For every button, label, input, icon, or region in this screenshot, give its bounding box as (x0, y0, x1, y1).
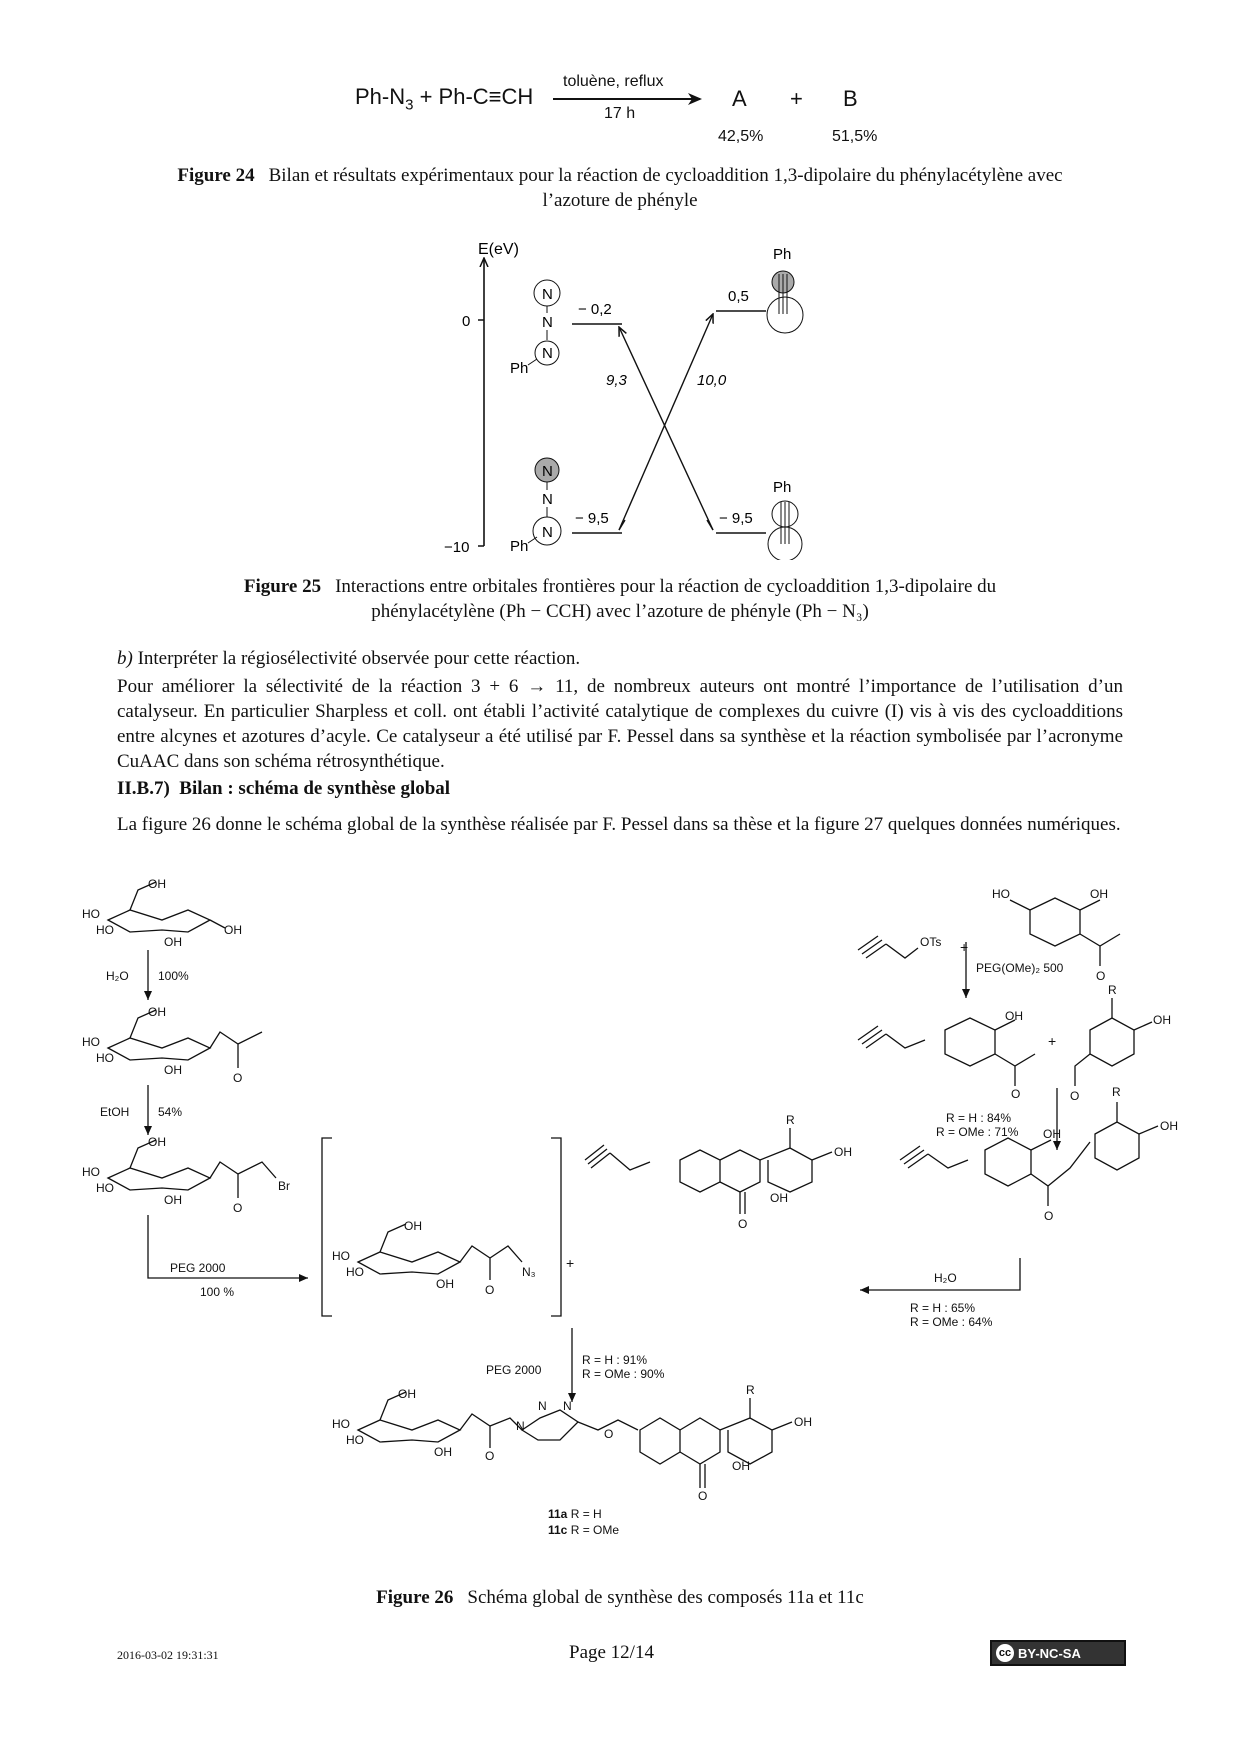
click-yield-ome: R = OMe : 90% (582, 1367, 665, 1381)
product-11c (548, 1523, 619, 1537)
prod-ho-b: HO (346, 1433, 364, 1447)
click-reagent: PEG 2000 (486, 1363, 542, 1377)
prod-r: R (746, 1383, 755, 1397)
prod-n2: N (538, 1399, 547, 1413)
step1-yield: 100% (158, 969, 189, 983)
paragraph-catalyst: Pour améliorer la sélectivité de la réaction 3 + 6 → 11, de nombreux auteurs ont montré l’importance de l’utilisation d’un catalyseur. En particulier Sharpless et coll. ont établi l’activité catalytique de complexes du cuivre (I) vis à vis des cycloadditions entre alcynes et azotures d’acyle. Ce catalyseur a été utilisé par F. Pessel dans sa synthèse et la réaction symbolisée par l’acronyme CuAAC dans son schéma rétrosynthétique. (117, 676, 1123, 772)
prod-oh-b: OH (434, 1445, 452, 1459)
azide-lumo (510, 280, 560, 377)
footer-timestamp: 2016-03-02 19:31:31 (117, 1648, 219, 1662)
chalcone-oh-2: OH (1043, 1127, 1061, 1141)
step3-yield: 100 % (200, 1285, 235, 1299)
fig25-caption-line2: phénylacétylène (Ph − CCH) avec l’azoture de phényle (Ph − N₃) (371, 601, 869, 622)
azide-n3: N₃ (522, 1265, 536, 1279)
fig24-caption-label: Figure 24 (177, 165, 255, 186)
fig25-caption (150, 574, 1090, 624)
section-heading (117, 776, 1123, 801)
paragraph-figure-intro: La figure 26 donne le schéma global de la synthèse réalisée par F. Pessel dans sa thèse et la figure 27 quelques données numériques. (117, 814, 1121, 835)
question-b (117, 646, 1123, 671)
flav-yield-h: R = H : 65% (910, 1301, 976, 1315)
glc3-o: O (233, 1201, 243, 1215)
fig24-caption-text: Bilan et résultats expérimentaux pour la réaction de cycloaddition 1,3-dipolaire du phénylacétylène avec l’azoture de phényle (268, 165, 1063, 211)
azide-ph-top: Ph (510, 360, 529, 377)
alkyne-ph-top: Ph (773, 246, 792, 263)
click-yield-h: R = H : 91% (582, 1353, 648, 1367)
fig24-yield-b: 51,5% (832, 128, 878, 145)
cc-icon: cc (996, 1644, 1014, 1662)
reactant-azide: Ph-N (355, 84, 406, 109)
azide-n2: N (542, 314, 553, 331)
azide-n1: N (542, 286, 553, 303)
azide-o: O (485, 1283, 495, 1297)
level-azide-homo-label: − 9,5 (575, 510, 609, 527)
inter-plus: + (1048, 1033, 1057, 1049)
glc1-ho-b: HO (96, 923, 114, 937)
fig24-product-b: B (843, 86, 858, 111)
product-11c-r: R = OMe (567, 1523, 620, 1537)
chalcone-oh: OH (1160, 1119, 1178, 1133)
prod-n3: N (563, 1399, 572, 1413)
acet-ho: HO (992, 887, 1010, 901)
level-alkyne-lumo-label: 0,5 (728, 288, 749, 305)
azide-ho-b: HO (346, 1265, 364, 1279)
fig24-product-a: A (732, 86, 747, 111)
azide-ph-bottom: Ph (510, 538, 529, 555)
glc3-ho-b: HO (96, 1181, 114, 1195)
fig25-caption-label: Figure 25 (243, 576, 322, 597)
glc2-ho-b: HO (96, 1051, 114, 1065)
question-label: b) (117, 648, 133, 669)
license-badge (990, 1640, 1126, 1666)
glc3-oh: OH (148, 1135, 166, 1149)
glc1-oh: OH (148, 877, 166, 891)
alkyne-homo (768, 479, 802, 560)
level-azide-lumo-label: − 0,2 (578, 301, 612, 318)
tick-0: 0 (462, 313, 471, 330)
prod-o: O (485, 1449, 495, 1463)
vanillin-r: R (1108, 983, 1117, 997)
arrow-homo-alkyne-to-lumo-azide (619, 327, 713, 530)
level-alkyne-homo-label: − 9,5 (719, 510, 753, 527)
chalcone-r: R (1112, 1085, 1121, 1099)
acet-o: O (1096, 969, 1106, 983)
product-11a (548, 1507, 602, 1521)
fig25-caption-line1: Interactions entre orbitales frontières pour la réaction de cycloaddition 1,3-dipolaire du (335, 576, 997, 597)
prod-ho-a: HO (332, 1417, 350, 1431)
chalcone-o: O (1044, 1209, 1054, 1223)
tick-minus-10: −10 (444, 539, 470, 556)
glc3-br: Br (278, 1179, 290, 1193)
question-text: Interpréter la régiosélectivité observée pour cette réaction. (137, 648, 581, 669)
fig24-yield-a: 42,5% (718, 128, 764, 145)
azide-n4: N (542, 463, 553, 480)
inter-o: O (1011, 1087, 1021, 1101)
chalcone-yield-h: R = H : 84% (946, 1111, 1012, 1125)
fig25-orbital-diagram (0, 230, 1240, 560)
glc1-ho-a: HO (82, 907, 100, 921)
glc2-oh: OH (148, 1005, 166, 1019)
prod-n1: N (516, 1419, 525, 1433)
step2-yield: 54% (158, 1105, 183, 1119)
footer-page: Page 12/14 (569, 1642, 654, 1663)
azide-homo (510, 458, 561, 555)
prod-o-link: O (604, 1427, 614, 1441)
product-11c-label: 11c (548, 1523, 568, 1537)
fig26-synthesis-scheme (0, 870, 1240, 1590)
azide-oh: OH (404, 1219, 422, 1233)
fig26-caption-text: Schéma global de synthèse des composés 11a et 11c (467, 1587, 864, 1608)
license-text: BY-NC-SA (1018, 1645, 1081, 1661)
gap-right: 10,0 (697, 372, 727, 389)
section-title: Bilan : schéma de synthèse global (179, 778, 451, 799)
fig24-plus: + (790, 86, 803, 111)
acet-oh: OH (1090, 887, 1108, 901)
glc1-oh-c: OH (224, 923, 242, 937)
glc2-ho-a: HO (82, 1035, 100, 1049)
prod-oh-d: OH (732, 1459, 750, 1473)
chalcone-yield-ome: R = OMe : 71% (936, 1125, 1019, 1139)
product-11a-r: R = H (567, 1507, 602, 1521)
flavonol-oh: OH (834, 1145, 852, 1159)
glc1-oh-b: OH (164, 935, 182, 949)
glc3-ho-a: HO (82, 1165, 100, 1179)
gap-left: 9,3 (606, 372, 627, 389)
glc2-oh-b: OH (164, 1063, 182, 1077)
step2-reagent: EtOH (100, 1105, 130, 1119)
arrow-homo-azide-to-lumo-alkyne (619, 314, 713, 530)
vanillin-o: O (1070, 1089, 1080, 1103)
prod-o-c: O (698, 1489, 708, 1503)
azide-n6: N (542, 524, 553, 541)
step3-reagent: PEG 2000 (170, 1261, 226, 1275)
flav-yield-ome: R = OMe : 64% (910, 1315, 993, 1329)
product-11a-label: 11a (548, 1507, 568, 1521)
tos-plus: + (960, 939, 969, 955)
flavonol-oh-3: OH (770, 1191, 788, 1205)
section-number: II.B.7) (117, 778, 170, 799)
reactant-azide-sub: 3 (405, 96, 414, 114)
fig24-caption (150, 163, 1090, 213)
fig26-caption-label: Figure 26 (376, 1587, 454, 1608)
fig24-condition-bottom: 17 h (604, 105, 636, 122)
prod-oh: OH (398, 1387, 416, 1401)
bracket-plus: + (566, 1255, 575, 1271)
azide-n3: N (542, 345, 553, 362)
h2o-label: H₂O (934, 1271, 957, 1285)
tos-label: OTs (920, 935, 942, 949)
glc2-o: O (233, 1071, 243, 1085)
inter-oh: OH (1005, 1009, 1023, 1023)
azide-n5: N (542, 491, 553, 508)
azide-ho-a: HO (332, 1249, 350, 1263)
peg-ome: PEG(OMe)₂ 500 (976, 961, 1064, 975)
alkyne-ph-bottom: Ph (773, 479, 792, 496)
azide-oh-b: OH (436, 1277, 454, 1291)
step1-reagent: H₂O (106, 969, 129, 983)
reactant-alkyne: + Ph-C≡CH (413, 84, 534, 109)
energy-axis-label: E(eV) (478, 241, 519, 258)
flavonol-o: O (738, 1217, 748, 1231)
prod-oh-c: OH (794, 1415, 812, 1429)
flavonol-r: R (786, 1113, 795, 1127)
vanillin-oh: OH (1153, 1013, 1171, 1027)
glc3-oh-b: OH (164, 1193, 182, 1207)
fig24-condition-top: toluène, reflux (563, 73, 664, 90)
fig26-caption (150, 1585, 1090, 1610)
alkyne-lumo (767, 246, 803, 333)
